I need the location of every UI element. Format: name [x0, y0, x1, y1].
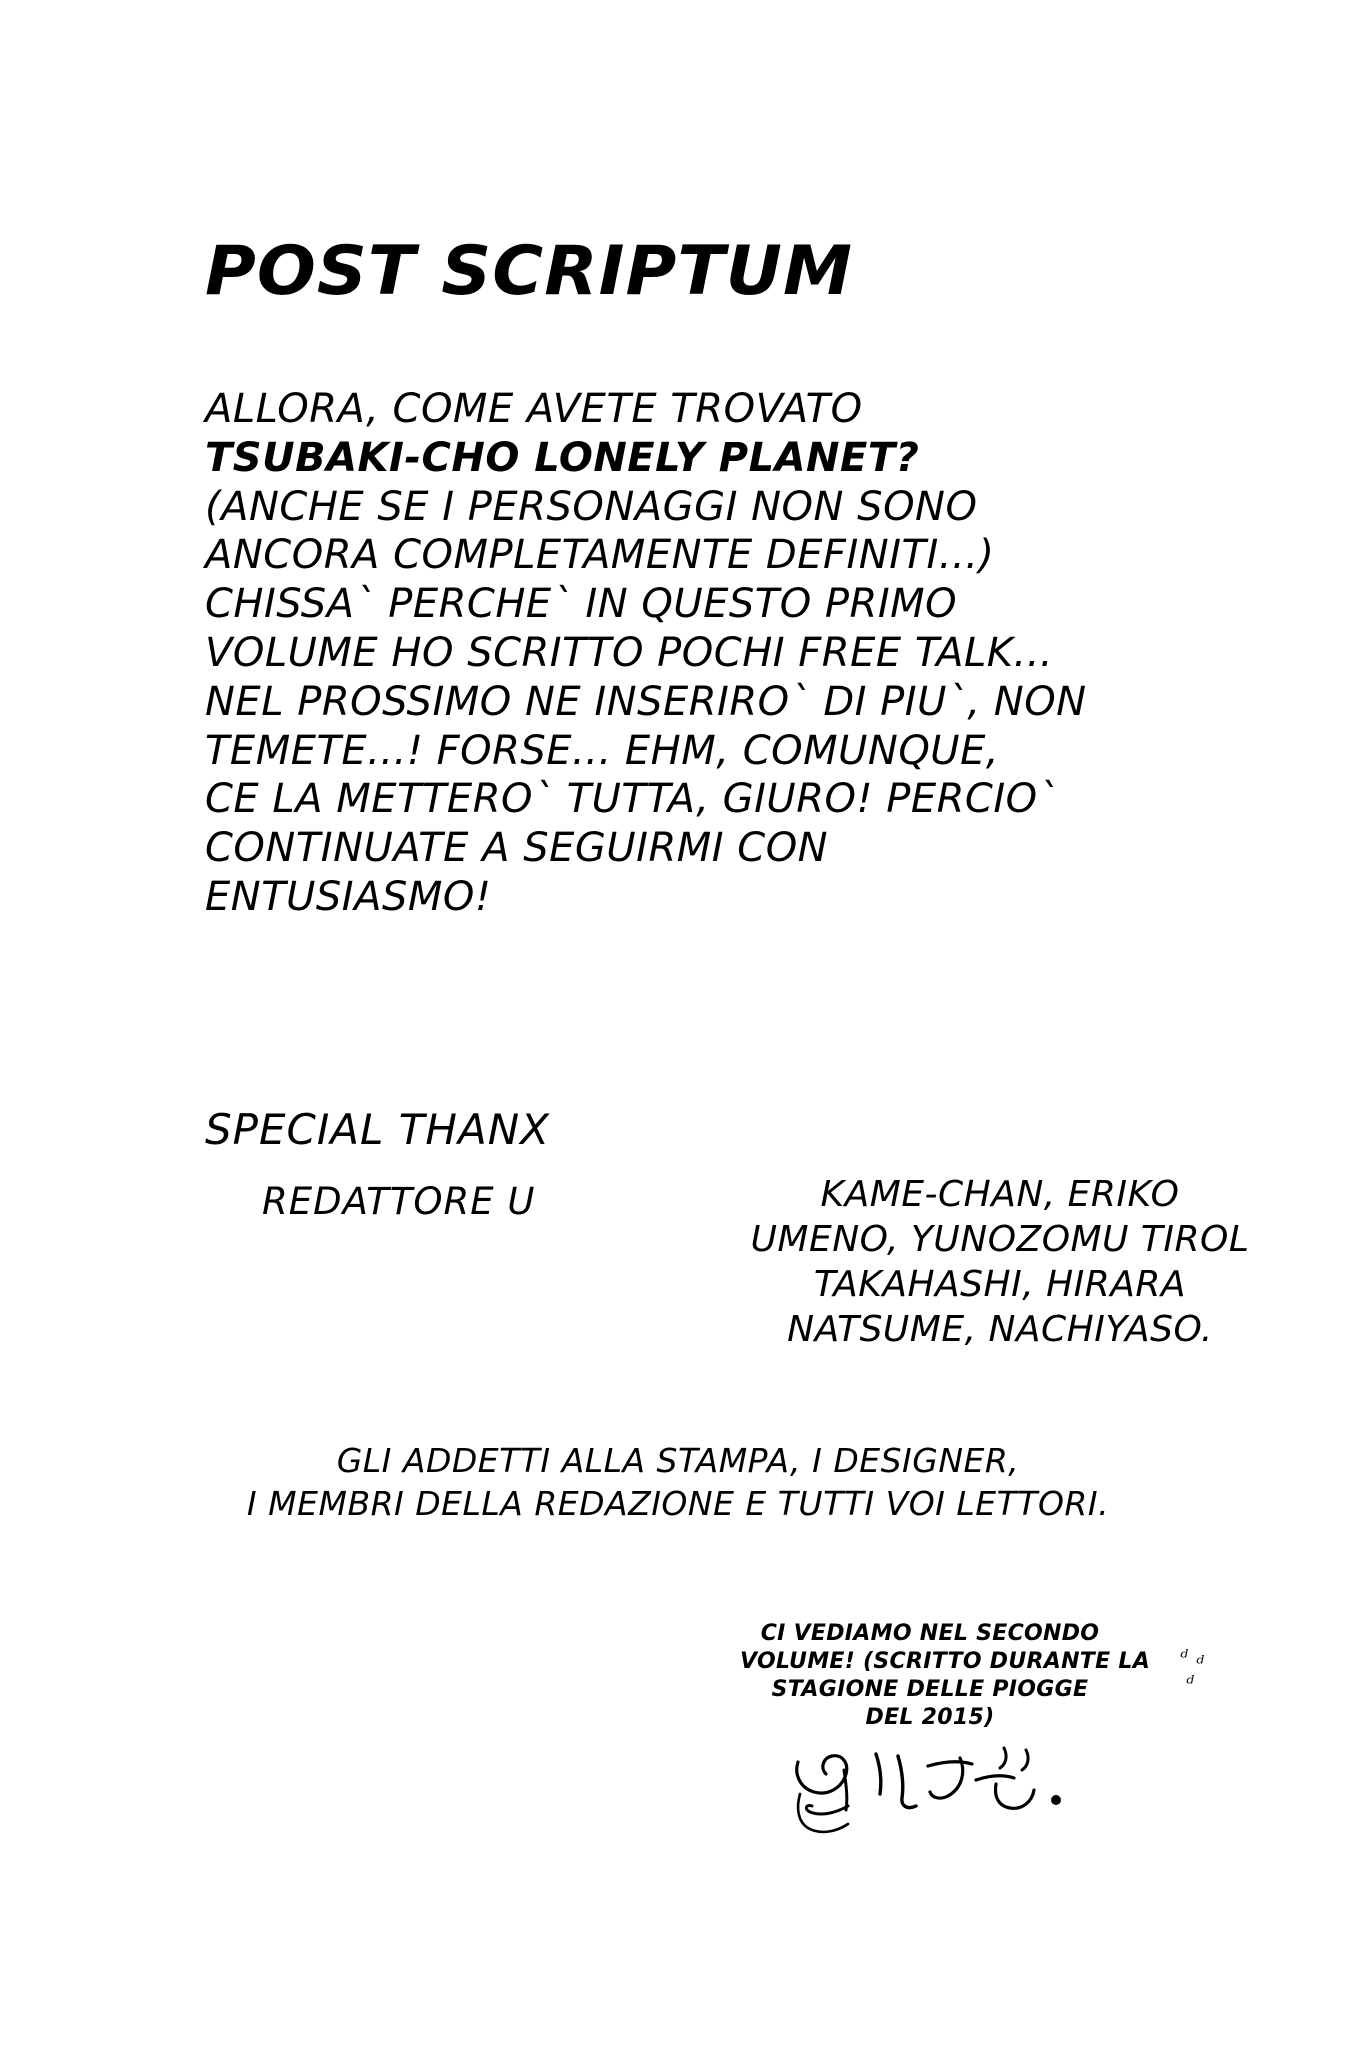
- credits-line: GLI ADDETTI ALLA STAMPA, I DESIGNER,: [336, 1441, 1020, 1480]
- thanx-name-line: KAME-CHAN, ERIKO: [820, 1174, 1180, 1215]
- author-signature: [790, 1740, 1170, 1850]
- body-line: (ANCHE SE I PERSONAGGI NON SONO: [205, 483, 978, 530]
- page-title: POST SCRIPTUM: [205, 232, 854, 311]
- body-text: [205, 385, 1275, 922]
- thanx-name-line: NATSUME, NACHIYASO.: [787, 1309, 1213, 1350]
- body-line: CHISSA` PERCHE` IN QUESTO PRIMO: [205, 581, 958, 628]
- raindrop-mark: ᵈ: [1196, 1651, 1204, 1675]
- raindrop-marks-icon: [1172, 1645, 1222, 1705]
- body-line: ANCORA COMPLETAMENTE DEFINITI...): [205, 532, 995, 579]
- special-thanx-names: [700, 1172, 1300, 1352]
- closing-line: STAGIONE DELLE PIOGGE: [771, 1677, 1089, 1703]
- body-line: ALLORA, COME AVETE TROVATO: [205, 386, 863, 432]
- body-line: CONTINUATE A SEGUIRMI CON: [205, 825, 829, 872]
- raindrop-mark: ᵈ: [1180, 1645, 1188, 1669]
- signature-icon: [790, 1740, 1170, 1850]
- credits-block: [0, 1440, 1356, 1526]
- thanx-name-line: UMENO, YUNOZOMU TIROL: [750, 1219, 1250, 1260]
- special-thanx-heading: SPECIAL THANX: [205, 1105, 550, 1154]
- body-line: CE LA METTERO` TUTTA, GIURO! PERCIO`: [205, 776, 1059, 823]
- raindrop-mark: ᵈ: [1186, 1671, 1194, 1695]
- body-line-title-emphasis: TSUBAKI-CHO LONELY PLANET?: [205, 434, 920, 481]
- closing-line: DEL 2015): [865, 1705, 995, 1731]
- body-line: ENTUSIASMO!: [205, 873, 492, 920]
- closing-note: [740, 1620, 1151, 1733]
- credits-line: I MEMBRI DELLA REDAZIONE E TUTTI VOI LETTORI.: [246, 1483, 1110, 1523]
- body-line: NEL PROSSIMO NE INSERIRO` DI PIU`, NON: [205, 678, 1087, 725]
- closing-line: VOLUME! (SCRITTO DURANTE LA: [740, 1649, 1151, 1675]
- thanx-name-line: TAKAHASHI, HIRARA: [813, 1264, 1187, 1305]
- special-thanx-editor: REDATTORE U: [262, 1180, 536, 1223]
- body-line: VOLUME HO SCRITTO POCHI FREE TALK...: [205, 629, 1054, 676]
- closing-line: CI VEDIAMO NEL SECONDO: [760, 1621, 1100, 1646]
- body-line: TEMETE...! FORSE... EHM, COMUNQUE,: [205, 727, 1000, 774]
